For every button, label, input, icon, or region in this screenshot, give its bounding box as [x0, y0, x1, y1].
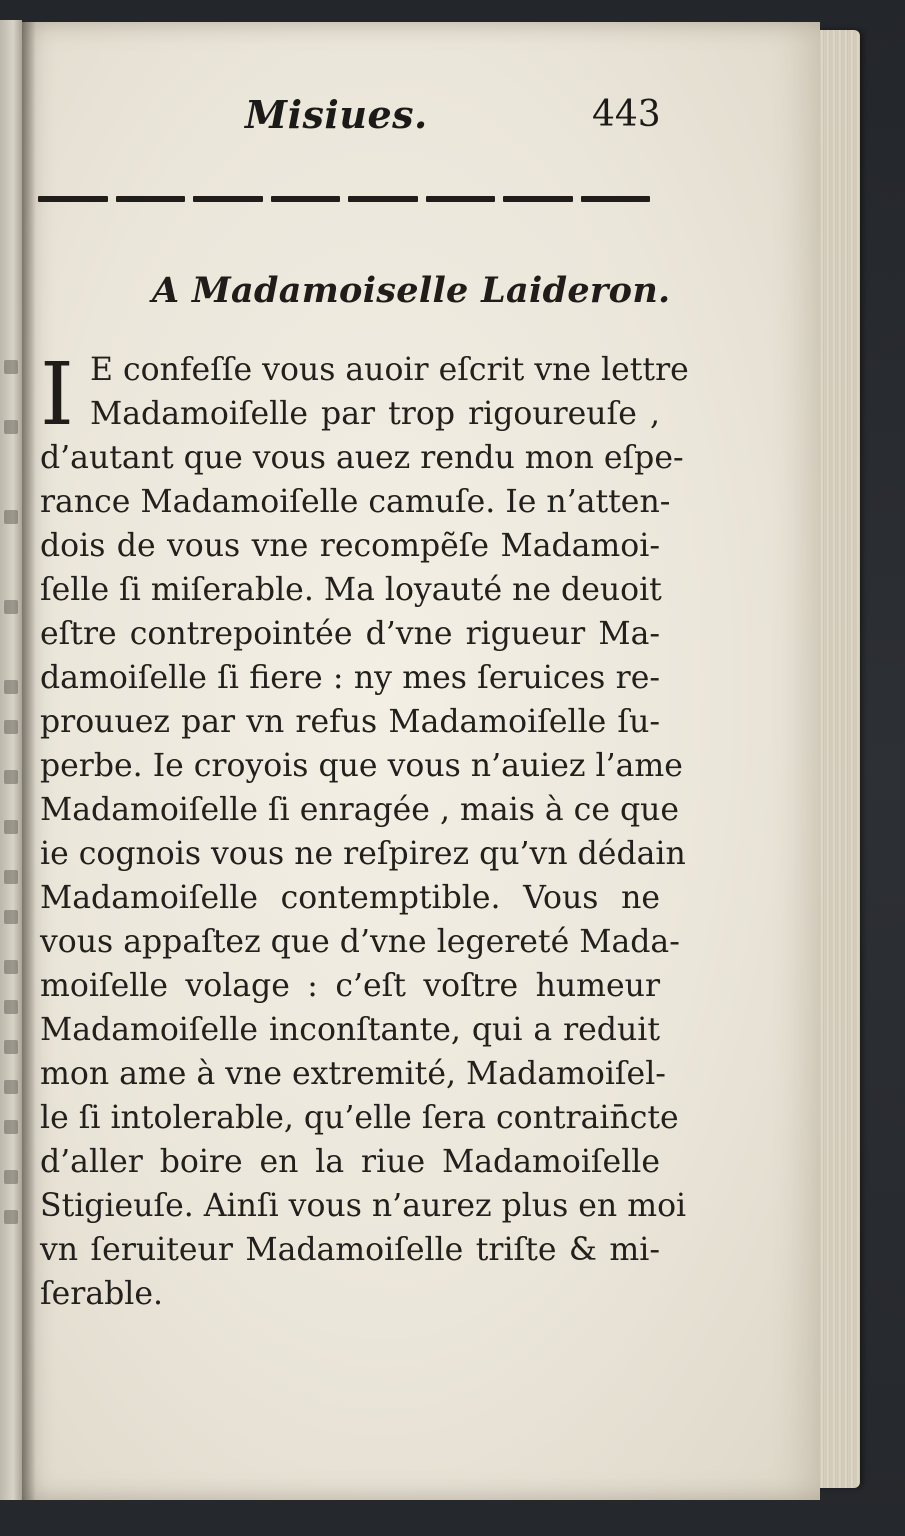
text-line: Madamoiſelle par trop rigoureuſe ,	[90, 396, 660, 432]
text-line: d’aller boire en la riue Madamoiſelle	[40, 1144, 660, 1180]
text-line: dois de vous vne recompẽſe Madamoi-	[40, 528, 660, 564]
text-line: E confeſſe vous auoir eſcrit vne lettre	[90, 352, 689, 388]
letter-body	[40, 345, 689, 1316]
text-line: eſtre contrepointée d’vne rigueur Ma-	[40, 616, 660, 652]
page-number: 443	[592, 94, 661, 135]
text-line: moiſelle volage : c’eſt voſtre humeur	[40, 968, 660, 1004]
text-line: Madamoiſelle contemptible. Vous ne	[40, 880, 660, 916]
text-line: perbe. Ie croyois que vous n’auiez l’ame	[40, 748, 683, 784]
text-line: ſerable.	[40, 1276, 164, 1312]
text-line: d’autant que vous auez rendu mon eſpe-	[40, 440, 684, 476]
text-line: vn ſeruiteur Madamoiſelle triſte & mi-	[40, 1232, 660, 1268]
running-title: Misiues.	[245, 92, 428, 137]
text-line: prouuez par vn refus Madamoiſelle ſu-	[40, 704, 660, 740]
text-line: Stigieuſe. Ainſi vous n’aurez plus en moi	[40, 1188, 687, 1224]
letter-title: A Madamoiselle Laideron.	[152, 270, 671, 311]
page-gutter-shadow	[22, 22, 36, 1500]
text-line: Madamoiſelle ſi enragée , mais à ce que	[40, 792, 680, 828]
text-line: ie cognois vous ne reſpirez qu’vn dédain	[40, 836, 686, 872]
text-line: le ſi intolerable, qu’elle ſera contrain̄cte	[40, 1100, 679, 1136]
text-line: Madamoiſelle inconſtante, qui a reduit	[40, 1012, 660, 1048]
header-rule	[38, 196, 650, 203]
facing-page-edge	[0, 20, 22, 1500]
text-line: damoiſelle ſi fiere : ny mes ſeruices re-	[40, 660, 660, 696]
drop-cap: I	[40, 345, 74, 445]
text-line: ſelle ſi miſerable. Ma loyauté ne deuoit	[40, 572, 662, 608]
text-line: rance Madamoiſelle camuſe. Ie n’atten-	[40, 484, 671, 520]
text-line: mon ame à vne extremité, Madamoiſel-	[40, 1056, 666, 1092]
text-line: vous appaſtez que d’vne legereté Mada-	[40, 924, 680, 960]
